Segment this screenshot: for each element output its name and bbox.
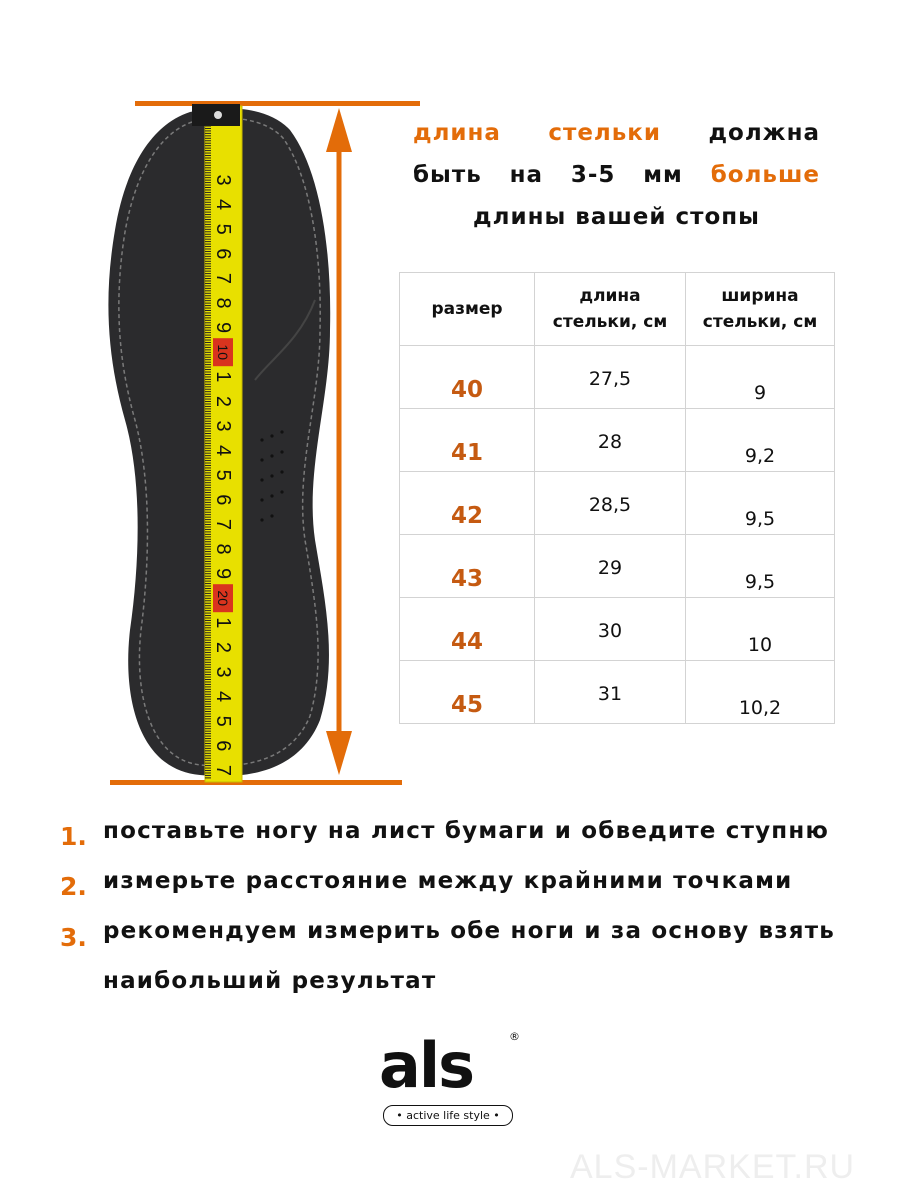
tape-digit: 9 [212, 568, 234, 580]
heading-word: мм [643, 162, 683, 188]
tape-digit: 20 [215, 590, 231, 606]
cell-length: 27,5 [535, 346, 686, 409]
insole-illustration [0, 0, 420, 800]
heading-word: длины вашей стопы [473, 204, 760, 230]
cell-size: 41 [400, 409, 535, 472]
step-1-text: поставьте ногу на лист бумаги и обведите ступню [103, 818, 830, 844]
cell-size: 42 [400, 472, 535, 535]
top-limit-line [135, 101, 420, 106]
table-row [400, 472, 835, 535]
cell-width: 9 [686, 346, 835, 409]
heading-word: 3-5 [570, 162, 616, 188]
table-row [400, 535, 835, 598]
tape-digit: 1 [212, 371, 234, 383]
tape-digit: 4 [212, 445, 234, 457]
tape-digit: 1 [212, 617, 234, 629]
tape-digit: 3 [212, 174, 234, 186]
als-logo [379, 1030, 524, 1130]
tape-digit: 5 [212, 469, 234, 481]
logo-tagline: • active life style • [383, 1105, 513, 1126]
tape-digit: 3 [212, 420, 234, 432]
tape-digit: 2 [212, 641, 234, 653]
step-3-text-continued: наибольший результат [103, 968, 437, 994]
table-row [400, 409, 835, 472]
heading-word: стельки [548, 120, 662, 146]
cell-size: 40 [400, 346, 535, 409]
tape-digit: 7 [212, 518, 234, 530]
logo-wordmark: als [379, 1029, 473, 1102]
tape-digit: 6 [212, 494, 234, 506]
tape-digit: 2 [212, 395, 234, 407]
table-row [400, 661, 835, 724]
step-2-text: измерьте расстояние между крайними точками [103, 868, 793, 894]
tape-digit: 4 [212, 691, 234, 703]
size-table [399, 272, 835, 724]
tape-digit: 7 [212, 272, 234, 284]
cell-length: 28,5 [535, 472, 686, 535]
cell-length: 30 [535, 598, 686, 661]
tape-digit: 8 [212, 297, 234, 309]
cell-length: 28 [535, 409, 686, 472]
tape-digit: 5 [212, 223, 234, 235]
tape-digit: 7 [212, 764, 234, 776]
step-3-text: рекомендуем измерить обе ноги и за основу взять [103, 918, 836, 944]
table-header-row [400, 273, 835, 346]
cell-width: 10 [686, 598, 835, 661]
cell-width: 9,2 [686, 409, 835, 472]
tape-digit: 9 [212, 322, 234, 334]
tape-digit: 5 [212, 715, 234, 727]
heading-line-1 [413, 112, 820, 154]
cell-size: 44 [400, 598, 535, 661]
header-width: ширина стельки, см [686, 273, 835, 346]
heading-line-2 [413, 154, 820, 196]
step-3-number: 3. [60, 923, 87, 952]
cell-length: 29 [535, 535, 686, 598]
tape-digit: 4 [212, 199, 234, 211]
heading-word: на [509, 162, 543, 188]
tape-digit: 3 [212, 666, 234, 678]
table-row [400, 346, 835, 409]
cell-size: 45 [400, 661, 535, 724]
length-arrow [326, 108, 352, 775]
bottom-limit-line [110, 780, 402, 785]
heading-block [413, 112, 820, 238]
tape-digit: 8 [212, 543, 234, 555]
cell-width: 10,2 [686, 661, 835, 724]
cell-width: 9,5 [686, 472, 835, 535]
watermark: ALS-MARKET.RU [570, 1148, 856, 1186]
header-size: размер [400, 273, 535, 346]
table-row [400, 598, 835, 661]
heading-word: должна [708, 120, 820, 146]
cell-length: 31 [535, 661, 686, 724]
tape-digit: 10 [215, 344, 231, 360]
step-2-number: 2. [60, 872, 87, 901]
heading-line-3 [413, 196, 820, 238]
heading-word: длина [413, 120, 501, 146]
tape-digit: 6 [212, 248, 234, 260]
registered-mark: ® [509, 1030, 520, 1043]
tape-digit: 6 [212, 740, 234, 752]
step-1-number: 1. [60, 822, 87, 851]
heading-word: быть [413, 162, 482, 188]
cell-size: 43 [400, 535, 535, 598]
header-length: длина стельки, см [535, 273, 686, 346]
heading-word: больше [710, 162, 820, 188]
cell-width: 9,5 [686, 535, 835, 598]
